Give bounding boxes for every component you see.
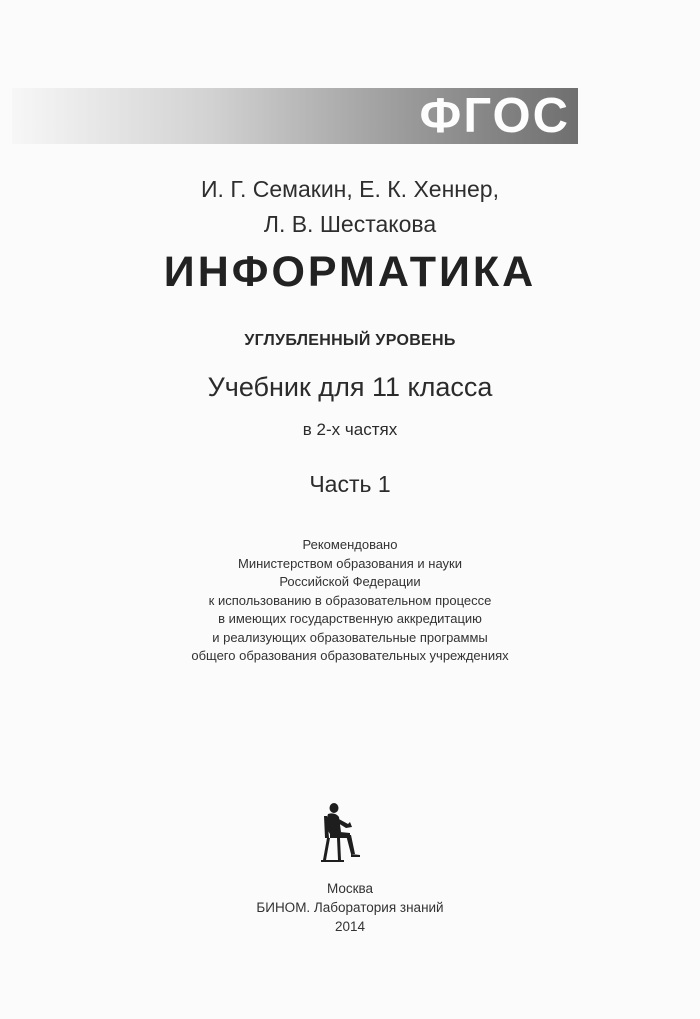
fgos-banner <box>12 88 578 144</box>
parts-label: в 2-х частях <box>302 420 398 439</box>
recommendation-line: Российской Федерации <box>279 574 421 589</box>
publisher-year: 2014 <box>334 919 366 934</box>
authors <box>0 172 700 242</box>
level-label: УГЛУБЛЕННЫЙ УРОВЕНЬ <box>244 332 456 349</box>
recommendation-line: и реализующих образовательные программы <box>212 629 488 645</box>
book-title: ИНФОРМАТИКА <box>163 248 537 296</box>
publisher-name: БИНОМ. Лаборатория знаний <box>256 900 444 915</box>
authors-line-2: Л. В. Шестакова <box>263 211 437 237</box>
seated-reader-silhouette-icon <box>317 802 361 864</box>
fgos-label: ФГОС <box>419 89 570 143</box>
publisher-block <box>0 879 700 936</box>
recommendation-line: Рекомендовано <box>302 537 398 552</box>
publisher-city: Москва <box>326 881 374 896</box>
recommendation-line: Министерством образования и науки <box>238 555 462 571</box>
recommendation-line: общего образования образовательных учреждениях <box>191 648 509 663</box>
part-label: Часть 1 <box>309 471 391 497</box>
authors-line-1: И. Г. Семакин, Е. К. Хеннер, <box>201 176 499 202</box>
recommendation-block <box>0 536 700 666</box>
recommendation-line: к использованию в образовательном процессе <box>208 592 492 608</box>
textbook-label: Учебник для 11 класса <box>207 372 493 402</box>
recommendation-line: в имеющих государственную аккредитацию <box>218 611 482 626</box>
